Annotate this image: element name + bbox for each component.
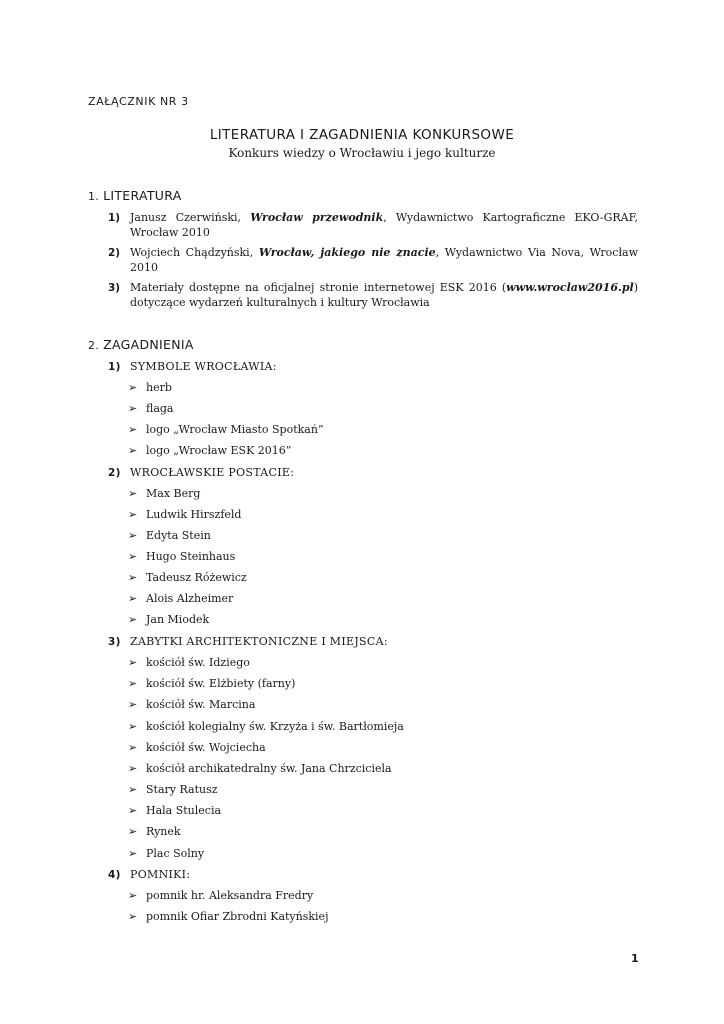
document-title: LITERATURA I ZAGADNIENIA KONKURSOWE — [209, 127, 515, 143]
arrow-bullet-icon: ➢ — [128, 423, 138, 436]
section-literatura-heading — [88, 188, 182, 203]
document-subtitle: Konkurs wiedzy o Wrocławiu i jego kulturze — [228, 146, 496, 160]
topic-label: SYMBOLE WROCŁAWIA: — [130, 360, 277, 373]
list-item: ➢ Jan Miodek — [128, 613, 210, 626]
list-item: ➢ kościół św. Elżbiety (farny) — [128, 677, 296, 690]
list-item: ➢ Alois Alzheimer — [128, 592, 234, 605]
section-number: 1. — [88, 190, 100, 203]
annex-label: ZAŁĄCZNIK NR 3 — [88, 95, 189, 108]
list-item: ➢ kościół św. Marcina — [128, 698, 256, 711]
literature-item — [108, 211, 638, 240]
list-item: ➢ Edyta Stein — [128, 529, 211, 542]
list-item: ➢ Max Berg — [128, 487, 201, 500]
arrow-bullet-icon: ➢ — [128, 529, 138, 542]
topic-heading — [108, 360, 277, 373]
literature-item-title: Wrocław, jakiego nie znacie — [258, 246, 436, 259]
arrow-bullet-icon: ➢ — [128, 762, 138, 775]
topic-number: 3) — [108, 636, 121, 648]
literature-item-number: 1) — [108, 212, 121, 224]
arrow-bullet-icon: ➢ — [128, 698, 138, 711]
literature-item-url: www.wroclaw2016.pl — [506, 281, 634, 294]
literature-item-text: Materiały dostępne na oficjalnej stronie internetowej ESK 2016 ( — [130, 281, 507, 294]
arrow-bullet-icon: ➢ — [128, 677, 138, 690]
literature-item-text-end: ) dotyczące wydarzeń kulturalnych i kultury Wrocławia — [130, 281, 638, 309]
literature-item-title: Wrocław przewodnik — [250, 211, 384, 224]
list-item: ➢ logo „Wrocław ESK 2016” — [128, 444, 292, 457]
topic-number: 1) — [108, 361, 121, 373]
list-item: ➢ Hugo Steinhaus — [128, 550, 236, 563]
arrow-bullet-icon: ➢ — [128, 889, 138, 902]
literature-item-number: 2) — [108, 247, 121, 259]
literature-item — [108, 246, 638, 275]
arrow-bullet-icon: ➢ — [128, 613, 138, 626]
topic-heading — [108, 466, 294, 479]
literature-item-publisher: , Wydawnictwo Via Nova, Wrocław 2010 — [130, 246, 638, 274]
literature-item-number: 3) — [108, 282, 121, 294]
arrow-bullet-icon: ➢ — [128, 741, 138, 754]
section-number: 2. — [88, 339, 100, 352]
arrow-bullet-icon: ➢ — [128, 910, 138, 923]
list-item: ➢ flaga — [128, 402, 174, 415]
list-item: ➢ Rynek — [128, 825, 181, 838]
literature-item-author: Wojciech Chądzyński, — [130, 246, 259, 259]
arrow-bullet-icon: ➢ — [128, 783, 138, 796]
list-item: ➢ pomnik hr. Aleksandra Fredry — [128, 889, 314, 902]
literature-item — [108, 281, 638, 310]
list-item: ➢ kościół archikatedralny św. Jana Chrzciciela — [128, 762, 392, 775]
topic-label: ZABYTKI ARCHITEKTONICZNE I MIEJSCA: — [130, 635, 388, 648]
topic-heading — [108, 635, 388, 648]
topic-label: WROCŁAWSKIE POSTACIE: — [130, 466, 295, 479]
arrow-bullet-icon: ➢ — [128, 592, 138, 605]
arrow-bullet-icon: ➢ — [128, 444, 138, 457]
section-label: ZAGADNIENIA — [103, 337, 194, 352]
list-item: ➢ kościół św. Idziego — [128, 656, 250, 669]
topic-number: 4) — [108, 869, 121, 881]
list-item: ➢ Tadeusz Różewicz — [128, 571, 247, 584]
arrow-bullet-icon: ➢ — [128, 825, 138, 838]
list-item: ➢ Stary Ratusz — [128, 783, 218, 796]
topic-number: 2) — [108, 467, 121, 479]
list-item: ➢ Hala Stulecia — [128, 804, 222, 817]
list-item: ➢ kościół św. Wojciecha — [128, 741, 266, 754]
page-number: 1 — [631, 952, 639, 965]
arrow-bullet-icon: ➢ — [128, 381, 138, 394]
arrow-bullet-icon: ➢ — [128, 550, 138, 563]
arrow-bullet-icon: ➢ — [128, 656, 138, 669]
section-zagadnienia-heading — [88, 337, 194, 352]
arrow-bullet-icon: ➢ — [128, 847, 138, 860]
arrow-bullet-icon: ➢ — [128, 508, 138, 521]
arrow-bullet-icon: ➢ — [128, 720, 138, 733]
section-label: LITERATURA — [103, 188, 182, 203]
literature-item-publisher: , Wydawnictwo Kartograficzne EKO-GRAF, Wrocław 2010 — [130, 211, 638, 239]
arrow-bullet-icon: ➢ — [128, 571, 138, 584]
list-item: ➢ Plac Solny — [128, 847, 205, 860]
list-item: ➢ Ludwik Hirszfeld — [128, 508, 242, 521]
list-item: ➢ pomnik Ofiar Zbrodni Katyńskiej — [128, 910, 329, 923]
arrow-bullet-icon: ➢ — [128, 402, 138, 415]
literature-item-author: Janusz Czerwiński, — [130, 211, 251, 224]
arrow-bullet-icon: ➢ — [128, 487, 138, 500]
topic-heading — [108, 868, 190, 881]
list-item: ➢ herb — [128, 381, 172, 394]
list-item: ➢ kościół kolegialny św. Krzyża i św. Bartłomieja — [128, 720, 404, 733]
arrow-bullet-icon: ➢ — [128, 804, 138, 817]
list-item: ➢ logo „Wrocław Miasto Spotkań” — [128, 423, 324, 436]
topic-label: POMNIKI: — [130, 868, 191, 881]
